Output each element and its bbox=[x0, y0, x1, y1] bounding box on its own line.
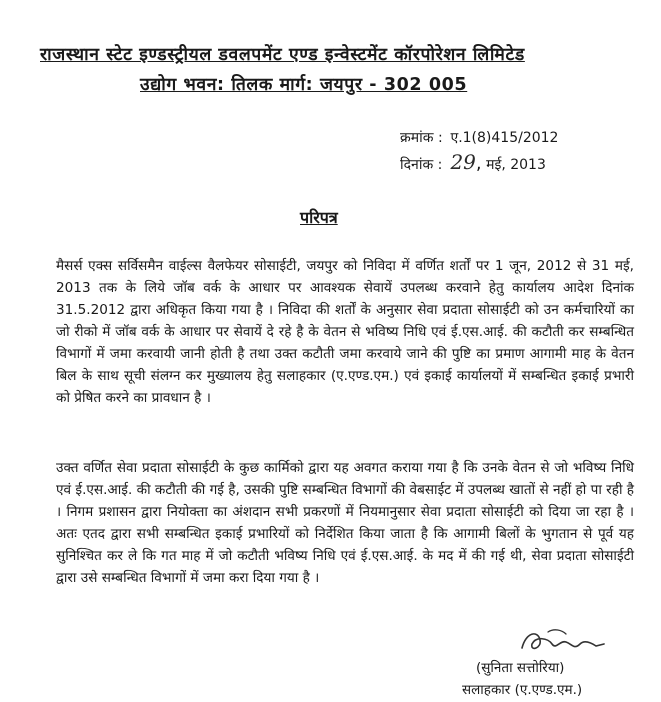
reference-date-label: दिनांक : bbox=[400, 157, 443, 173]
handwritten-signature bbox=[518, 626, 608, 658]
circular-title: परिपत्र bbox=[300, 208, 338, 227]
reference-number bbox=[400, 128, 558, 147]
reference-date: दिनांक : 29, मई, 2013 bbox=[400, 150, 546, 174]
signatory-designation: सलाहकार (ए.एण्ड.एम.) bbox=[462, 682, 583, 698]
reference-date-rest: मई, 2013 bbox=[486, 157, 546, 173]
reference-number-label: क्रमांक : bbox=[400, 130, 443, 146]
reference-date-day: 29 bbox=[450, 150, 476, 174]
signatory-name: (सुनिता सत्तोरिया) bbox=[476, 660, 565, 676]
organization-address: उद्योग भवन: तिलक मार्ग: जयपुर - 302 005 bbox=[140, 75, 468, 95]
body-paragraph-2: उक्त वर्णित सेवा प्रदाता सोसाईटी के कुछ कार्मिको द्वारा यह अवगत कराया गया है कि उनके वेतन से जो भविष्य निधि एवं ई.एस.आई. की कटौती की गई है, उसकी पुष्टि सम्बन्धित विभागों की वेबसाईट में उपलब्ध खातों से नहीं हो पा रही है । निगम प्रशासन द्वारा नियोक्ता का अंशदान सभी प्रकरणों में नियमानुसार सेवा प्रदाता सोसाईटी को दिया जा रहा है । अतः एतद द्वारा सभी सम्बन्धित इकाई प्रभारियों को निर्देशित किया जाता है कि आगामी बिलों के भुगतान से पूर्व यह सुनिश्चित कर ले कि गत माह में जो कटौती भविष्य निधि एवं ई.एस.आई. के मद में की गई थी, सेवा प्रदाता सोसाईटी द्वारा उसे सम्बन्धित विभागों में जमा करा दिया गया है । bbox=[56, 460, 635, 586]
reference-number-value: ए.1(8)415/2012 bbox=[450, 130, 559, 146]
organization-name: राजस्थान स्टेट इण्डस्ट्रीयल डवलपमेंट एण्ड इन्वेस्टमेंट कॉरपोरेशन लिमिटेड bbox=[40, 45, 525, 65]
body-paragraph-1: मैसर्स एक्स सर्विसमैन वाईल्स वैलफेयर सोसाईटी, जयपुर को निविदा में वर्णित शर्तों पर 1 जून, 2012 से 31 मई, 2013 तक के लिये जॉब वर्क के आधार पर आवश्यक सेवायें उपलब्ध करवाने हेतु कार्यालय आदेश दिनांक 31.5.2012 द्वारा अधिकृत किया गया है । निविदा की शर्तों के अनुसार सेवा प्रदाता सोसाईटी को उन कर्मचारियों का जो रीको में जॉब वर्क के आधार पर सेवायें दे रहे है के वेतन से भविष्य निधि एवं ई.एस.आई. की कटौती कर सम्बन्धित विभागों में जमा करवायी जानी होती है तथा उक्त कटौती जमा करवाये जाने की पुष्टि का प्रमाण आगामी माह के वेतन बिल के साथ सूची संलग्न कर मुख्यालय हेतु सलाहकार (ए.एण्ड.एम.) एवं इकाई कार्यालयों में सम्बन्धित इकाई प्रभारी को प्रेषित करने का प्रावधान है । bbox=[56, 258, 634, 406]
